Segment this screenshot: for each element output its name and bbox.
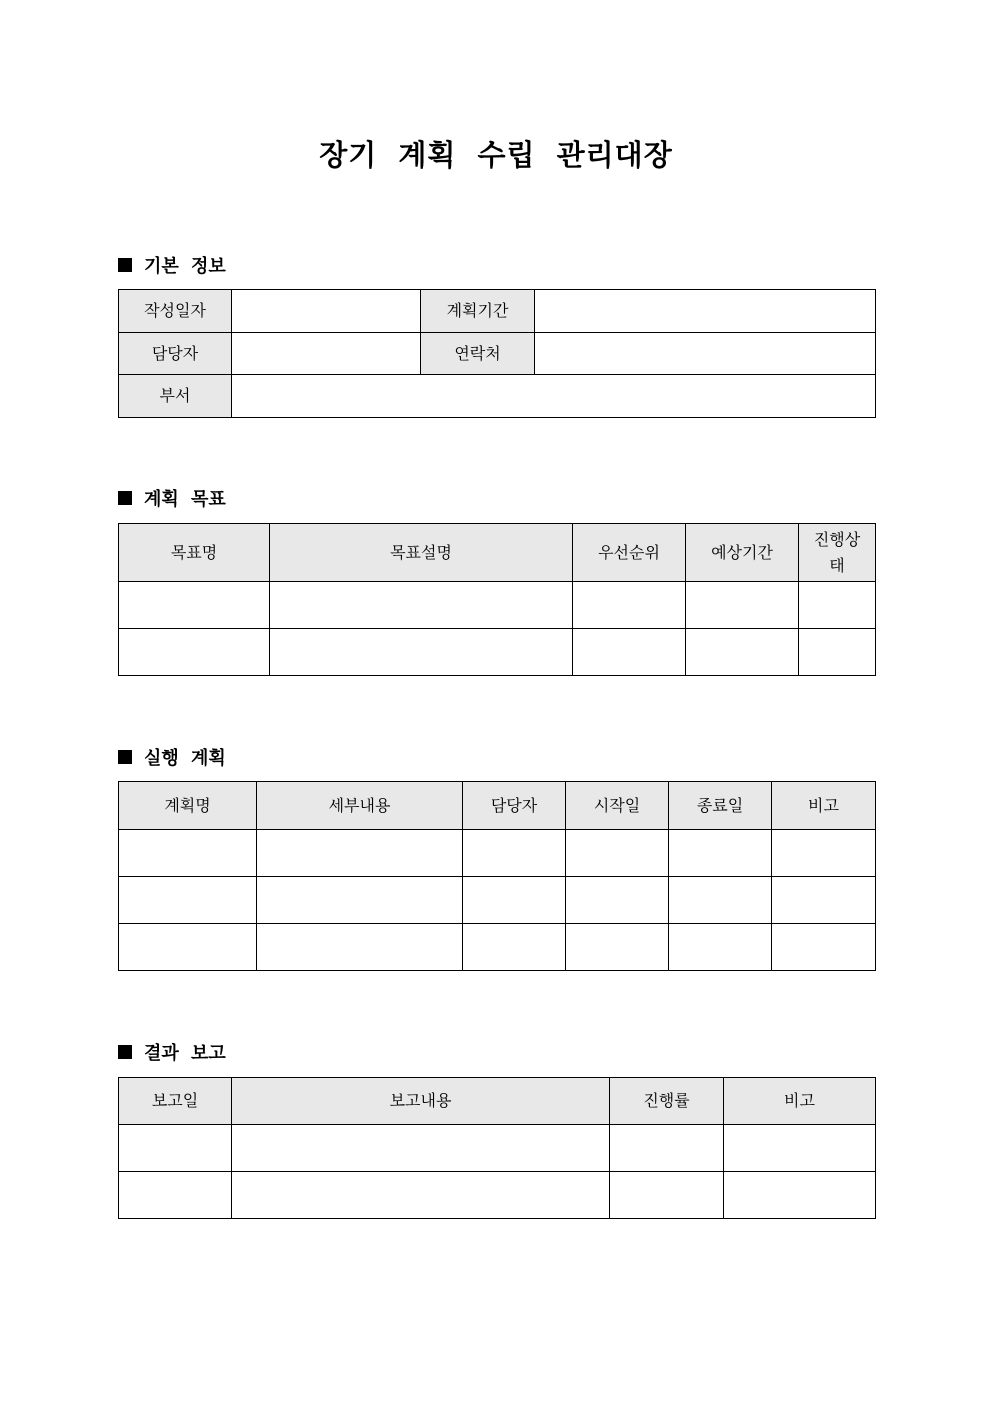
column-header: 비고: [724, 1078, 876, 1125]
execution-table: [118, 781, 876, 971]
table-cell[interactable]: [669, 830, 772, 877]
table-cell[interactable]: [669, 924, 772, 971]
table-cell[interactable]: [566, 924, 669, 971]
table-cell[interactable]: [610, 1125, 724, 1172]
section-heading-basic-info: [118, 253, 226, 277]
table-cell[interactable]: [799, 629, 876, 676]
column-header: 목표명: [119, 524, 270, 582]
column-header: 우선순위: [573, 524, 686, 582]
period-field[interactable]: [535, 290, 876, 333]
page-title: 장기 계획 수립 관리대장: [319, 138, 673, 172]
table-cell[interactable]: [686, 582, 799, 629]
column-header: 세부내용: [257, 782, 463, 830]
table-cell[interactable]: [119, 830, 257, 877]
table-cell[interactable]: [724, 1125, 876, 1172]
section-heading-goals: [118, 486, 226, 510]
table-row: [119, 629, 876, 676]
black-square-icon: [118, 1045, 132, 1059]
table-cell[interactable]: [772, 877, 876, 924]
table-cell[interactable]: [573, 582, 686, 629]
table-cell[interactable]: [566, 830, 669, 877]
table-cell[interactable]: [463, 830, 566, 877]
table-cell[interactable]: [232, 1172, 610, 1219]
table-cell[interactable]: [573, 629, 686, 676]
table-cell[interactable]: [119, 582, 270, 629]
column-header: 담당자: [463, 782, 566, 830]
column-header: 보고일: [119, 1078, 232, 1125]
table-cell[interactable]: [257, 830, 463, 877]
table-cell[interactable]: [119, 877, 257, 924]
column-header: 목표설명: [270, 524, 573, 582]
table-row: [119, 1125, 876, 1172]
label-contact: 연락처: [421, 333, 535, 375]
table-cell[interactable]: [232, 1125, 610, 1172]
section-heading-label: 실행 계획: [144, 748, 226, 769]
column-header: 종료일: [669, 782, 772, 830]
date-field[interactable]: [232, 290, 421, 333]
column-header: 예상기간: [686, 524, 799, 582]
table-row: [119, 375, 876, 418]
section-heading-execution: [118, 745, 226, 769]
table-row: [119, 333, 876, 375]
table-header-row: [119, 524, 876, 582]
section-heading-report: [118, 1040, 226, 1064]
table-row: [119, 1172, 876, 1219]
table-cell[interactable]: [610, 1172, 724, 1219]
column-header: 시작일: [566, 782, 669, 830]
report-table: [118, 1077, 876, 1219]
label-manager: 담당자: [119, 333, 232, 375]
table-cell[interactable]: [119, 1125, 232, 1172]
black-square-icon: [118, 750, 132, 764]
section-heading-label: 결과 보고: [144, 1043, 226, 1064]
column-header: 진행률: [610, 1078, 724, 1125]
table-cell[interactable]: [566, 877, 669, 924]
table-cell[interactable]: [119, 924, 257, 971]
table-cell[interactable]: [772, 924, 876, 971]
table-row: [119, 830, 876, 877]
table-cell[interactable]: [772, 830, 876, 877]
table-row: [119, 924, 876, 971]
table-row: [119, 582, 876, 629]
black-square-icon: [118, 491, 132, 505]
section-heading-label: 기본 정보: [144, 256, 226, 277]
table-cell[interactable]: [119, 1172, 232, 1219]
table-cell[interactable]: [669, 877, 772, 924]
label-department: 부서: [119, 375, 232, 418]
table-header-row: [119, 782, 876, 830]
column-header: 계획명: [119, 782, 257, 830]
department-field[interactable]: [232, 375, 876, 418]
table-cell[interactable]: [799, 582, 876, 629]
table-cell[interactable]: [257, 877, 463, 924]
table-cell[interactable]: [686, 629, 799, 676]
table-row: [119, 290, 876, 333]
contact-field[interactable]: [535, 333, 876, 375]
label-date: 작성일자: [119, 290, 232, 333]
section-heading-label: 계획 목표: [144, 489, 226, 510]
table-cell[interactable]: [257, 924, 463, 971]
black-square-icon: [118, 258, 132, 272]
goals-table: [118, 523, 876, 676]
label-period: 계획기간: [421, 290, 535, 333]
manager-field[interactable]: [232, 333, 421, 375]
column-header: 진행상태: [799, 524, 876, 582]
table-row: [119, 877, 876, 924]
table-cell[interactable]: [724, 1172, 876, 1219]
table-cell[interactable]: [270, 629, 573, 676]
table-cell[interactable]: [119, 629, 270, 676]
table-cell[interactable]: [463, 924, 566, 971]
table-cell[interactable]: [270, 582, 573, 629]
column-header: 보고내용: [232, 1078, 610, 1125]
basic-info-table: [118, 289, 876, 418]
table-header-row: [119, 1078, 876, 1125]
column-header: 비고: [772, 782, 876, 830]
table-cell[interactable]: [463, 877, 566, 924]
